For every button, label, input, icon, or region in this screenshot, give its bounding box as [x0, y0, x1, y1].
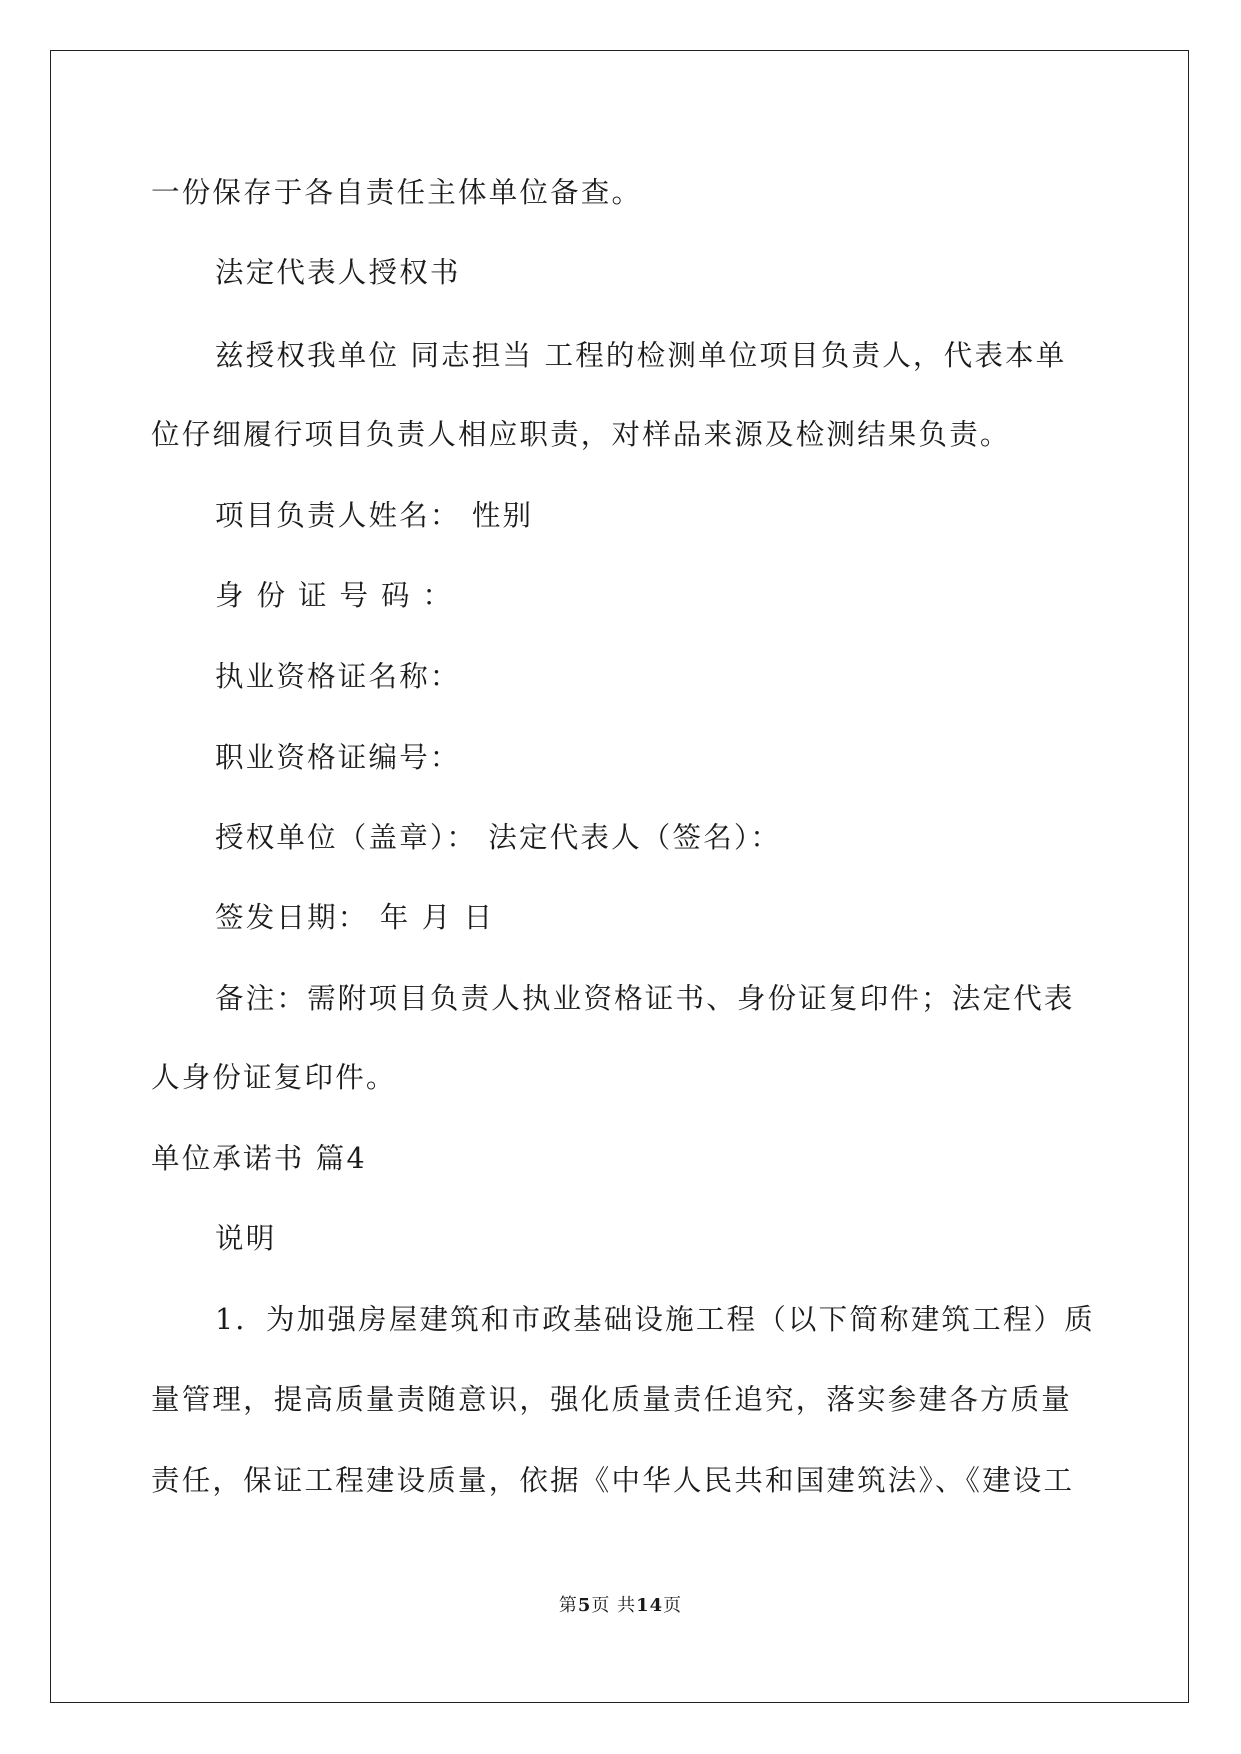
subheading-description: 说明	[215, 1222, 277, 1255]
page-footer	[0, 1593, 1241, 1619]
footer-prefix: 第	[558, 1595, 578, 1616]
form-field-signatures: 授权单位（盖章）： 法定代表人（签名）：	[215, 821, 782, 854]
form-field-issue-date: 签发日期： 年 月 日	[215, 901, 495, 934]
form-field-id-number: 身份证号码：	[215, 579, 465, 612]
body-text-line: 兹授权我单位 同志担当 工程的检测单位项目负责人，代表本单	[215, 339, 1067, 372]
section-heading-authorization: 法定代表人授权书	[215, 256, 461, 289]
body-text-line: 责任，保证工程建设质量，依据《中华人民共和国建筑法》、《建设工	[151, 1464, 1075, 1497]
body-text-line: 量管理，提高质量责随意识，强化质量责任追究，落实参建各方质量	[151, 1383, 1073, 1416]
body-text-line: 位仔细履行项目负责人相应职责，对样品来源及检测结果负责。	[151, 418, 1011, 451]
footer-mid: 页 共	[591, 1595, 637, 1616]
remark-text-line: 人身份证复印件。	[151, 1061, 397, 1094]
remark-text-line: 备注：需附项目负责人执业资格证书、身份证复印件；法定代表	[215, 982, 1075, 1015]
form-field-name-gender: 项目负责人姓名： 性别	[215, 499, 534, 532]
footer-total-pages: 14	[636, 1595, 664, 1616]
body-text-line: 一份保存于各自责任主体单位备查。	[151, 176, 643, 209]
form-field-qualification-name: 执业资格证名称：	[215, 660, 461, 693]
page-border	[50, 50, 1189, 1703]
body-text-line: 1．为加强房屋建筑和市政基础设施工程（以下简称建筑工程）质	[215, 1303, 1095, 1336]
footer-page-number: 5	[577, 1595, 592, 1616]
form-field-qualification-number: 职业资格证编号：	[215, 741, 461, 774]
footer-suffix: 页	[663, 1595, 683, 1616]
section-heading-commitment: 单位承诺书 篇4	[151, 1142, 367, 1175]
